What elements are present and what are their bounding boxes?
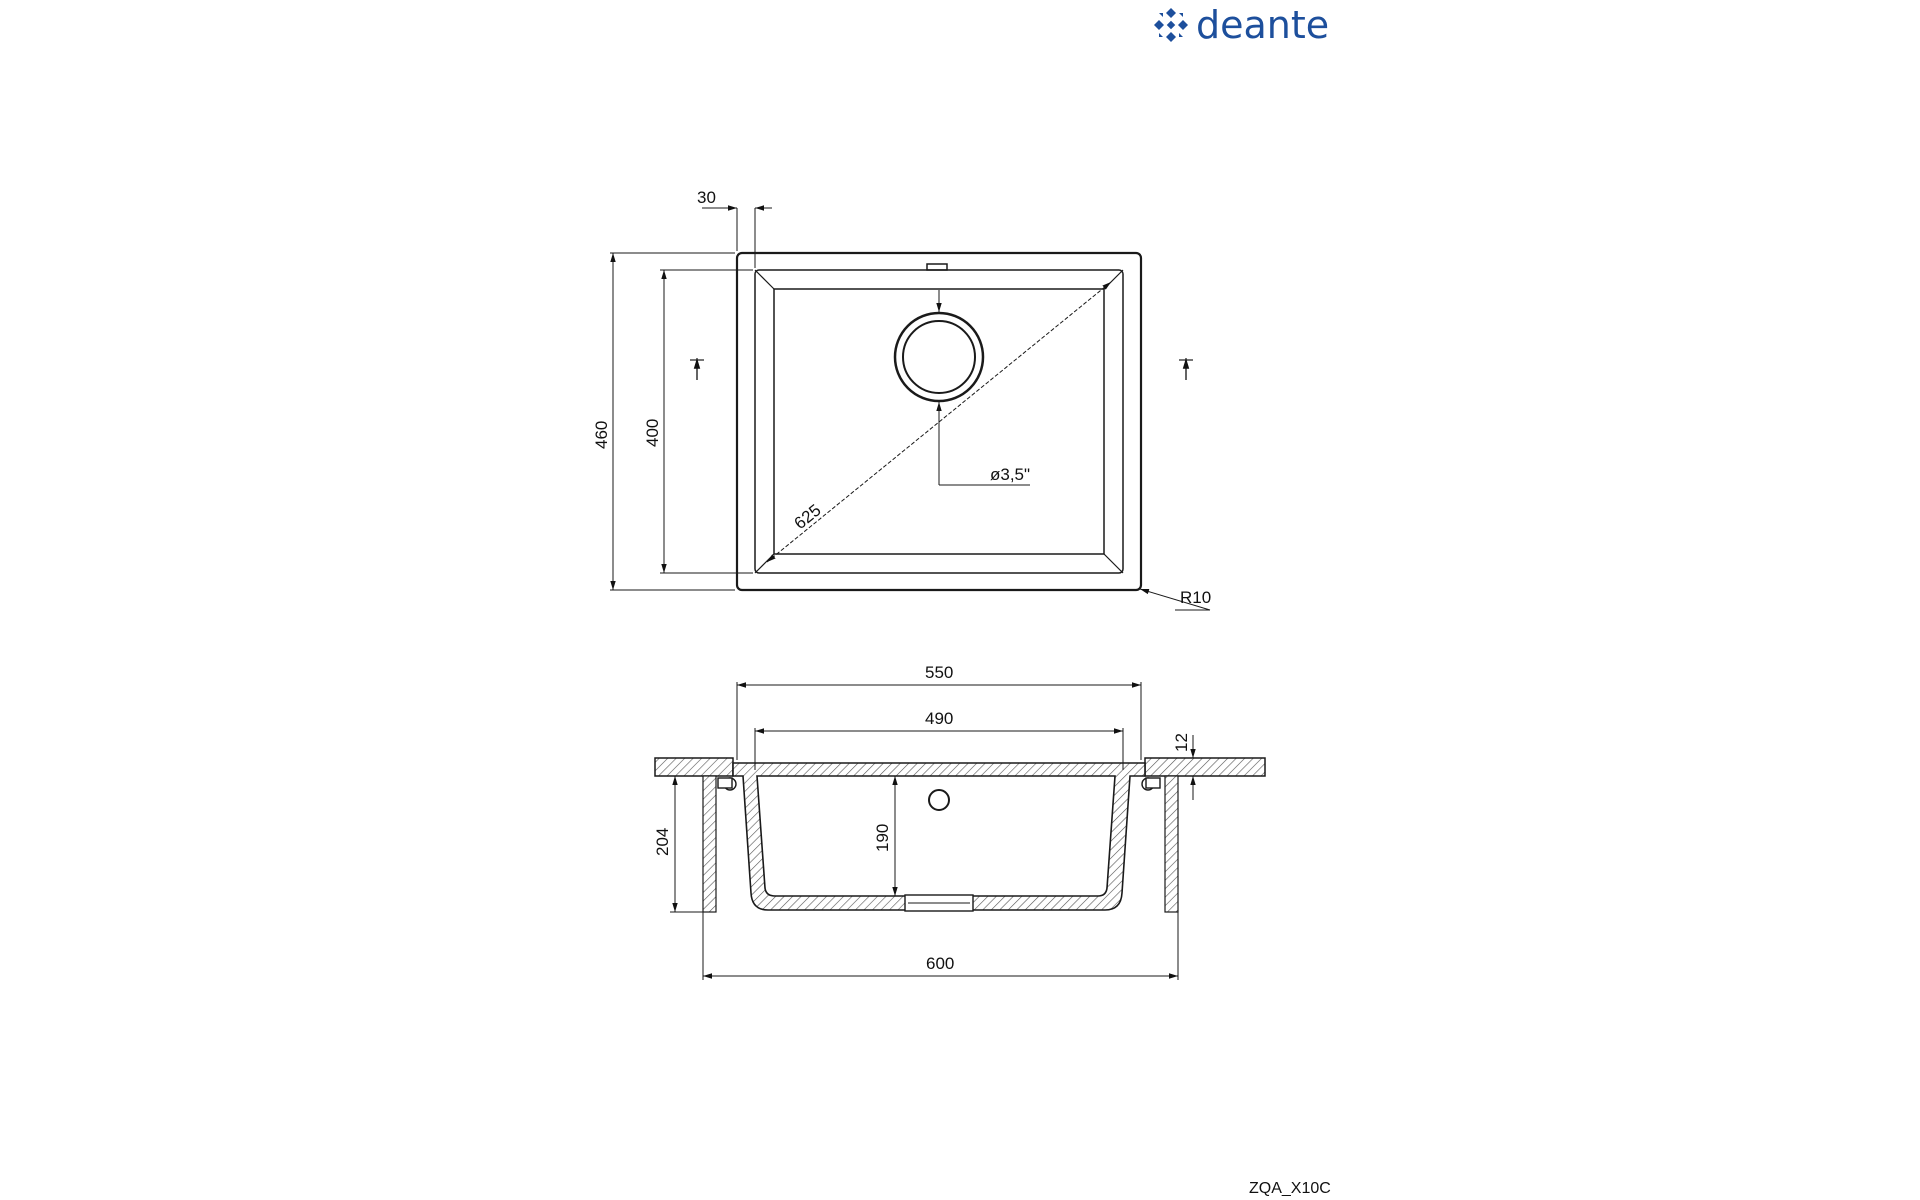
mounting-clips: [718, 778, 1160, 790]
dim-400-label: 400: [643, 418, 662, 447]
section-view-labels: [653, 663, 1191, 973]
dim-600-label: 600: [926, 954, 955, 973]
top-view: [610, 208, 1210, 610]
top-view-labels: [592, 188, 1211, 607]
countertop-left: [655, 758, 733, 776]
cabinet-wall-left: [703, 776, 716, 912]
drain-inner-ring: [903, 321, 975, 393]
dim-30-label: 30: [697, 188, 716, 207]
section-view: [655, 758, 1265, 912]
dim-400-lines: [660, 270, 753, 573]
radius-label: R10: [1180, 588, 1212, 607]
countertop-right: [1145, 758, 1265, 776]
drain-leader: [939, 290, 1030, 485]
dim-625-label: 625: [790, 500, 825, 534]
drain-diameter-label: ø3,5": [990, 465, 1031, 484]
drain-outer-ring: [895, 313, 983, 401]
dim-550-label: 550: [925, 663, 954, 682]
dim-204-label: 204: [653, 827, 672, 856]
dim-190-label: 190: [873, 823, 892, 852]
deante-snowflake-logo-icon: [1154, 8, 1188, 42]
brand-name: deante: [1196, 3, 1330, 47]
brand-logo: [1154, 3, 1329, 47]
dim-460-lines: [610, 253, 735, 590]
dim-12-label: 12: [1172, 733, 1191, 752]
section-mark-right: [1179, 358, 1193, 380]
overflow-slot: [927, 264, 947, 270]
section-mark-left: [690, 358, 704, 380]
dim-490-label: 490: [925, 709, 954, 728]
cabinet-wall-right: [1165, 776, 1178, 912]
dim-460-label: 460: [592, 420, 611, 449]
product-code: ZQA_X10C: [1249, 1180, 1331, 1197]
overflow-hole: [929, 790, 949, 810]
sink-section-body: [733, 763, 1145, 910]
